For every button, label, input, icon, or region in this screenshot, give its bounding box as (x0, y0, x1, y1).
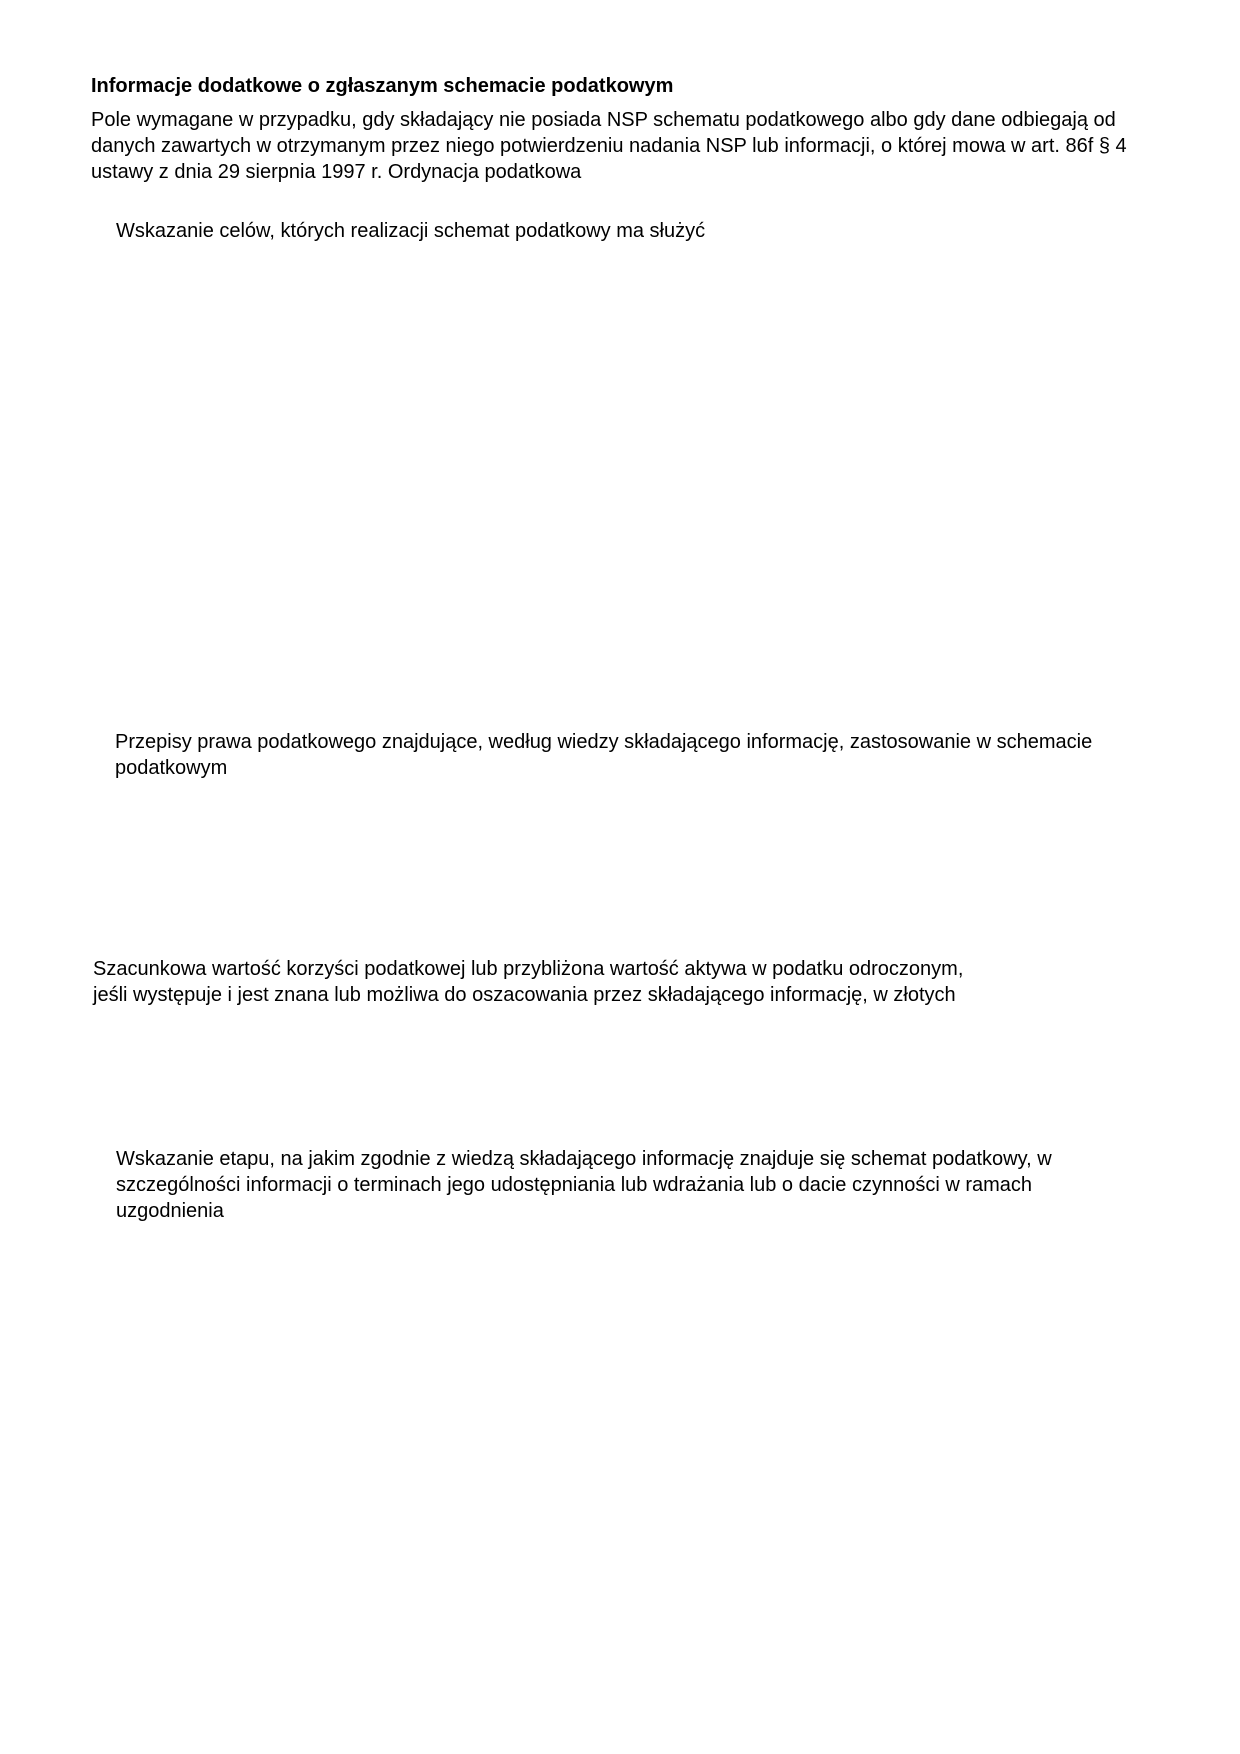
field-label-tax-law-provisions (115, 729, 1195, 781)
field-label-line: jeśli występuje i jest znana lub możliwa do oszacowania przez składającego informację, w złotych (93, 984, 956, 1006)
field-scheme-stage-area[interactable] (116, 1230, 1176, 1710)
field-label-line: Wskazanie etapu, na jakim zgodnie z wiedzą składającego informację znajduje się schemat podatkowy, w (116, 1148, 1052, 1170)
field-label-line: Wskazanie celów, których realizacji schemat podatkowy ma służyć (116, 220, 706, 242)
field-label-goals (116, 218, 1196, 244)
field-label-scheme-stage (116, 1146, 1176, 1224)
intro-line: ustawy z dnia 29 sierpnia 1997 r. Ordynacja podatkowa (91, 161, 582, 183)
section-title: Informacje dodatkowe o zgłaszanym schemacie podatkowym (91, 75, 674, 97)
field-tax-benefit-value-area[interactable] (93, 1012, 1153, 1142)
field-label-line: uzgodnienia (116, 1200, 224, 1222)
field-label-tax-benefit-value (93, 956, 1093, 1008)
intro-line: Pole wymagane w przypadku, gdy składający nie posiada NSP schematu podatkowego albo gdy dane odbiegają od (91, 109, 1116, 131)
intro-line: danych zawartych w otrzymanym przez niego potwierdzeniu nadania NSP lub informacji, o której mowa w art. 86f § 4 (91, 135, 1127, 157)
field-label-line: Szacunkowa wartość korzyści podatkowej lub przybliżona wartość aktywa w podatku odroczonym, (93, 958, 964, 980)
field-label-line: podatkowym (115, 757, 228, 779)
field-label-line: Przepisy prawa podatkowego znajdujące, według wiedzy składającego informację, zastosowanie w schemacie (115, 731, 1093, 753)
field-tax-law-provisions-area[interactable] (115, 785, 1175, 945)
field-label-line: szczególności informacji o terminach jego udostępniania lub wdrażania lub o dacie czynności w ramach (116, 1174, 1033, 1196)
field-goals-area[interactable] (116, 250, 1176, 710)
section-intro (91, 107, 1191, 185)
